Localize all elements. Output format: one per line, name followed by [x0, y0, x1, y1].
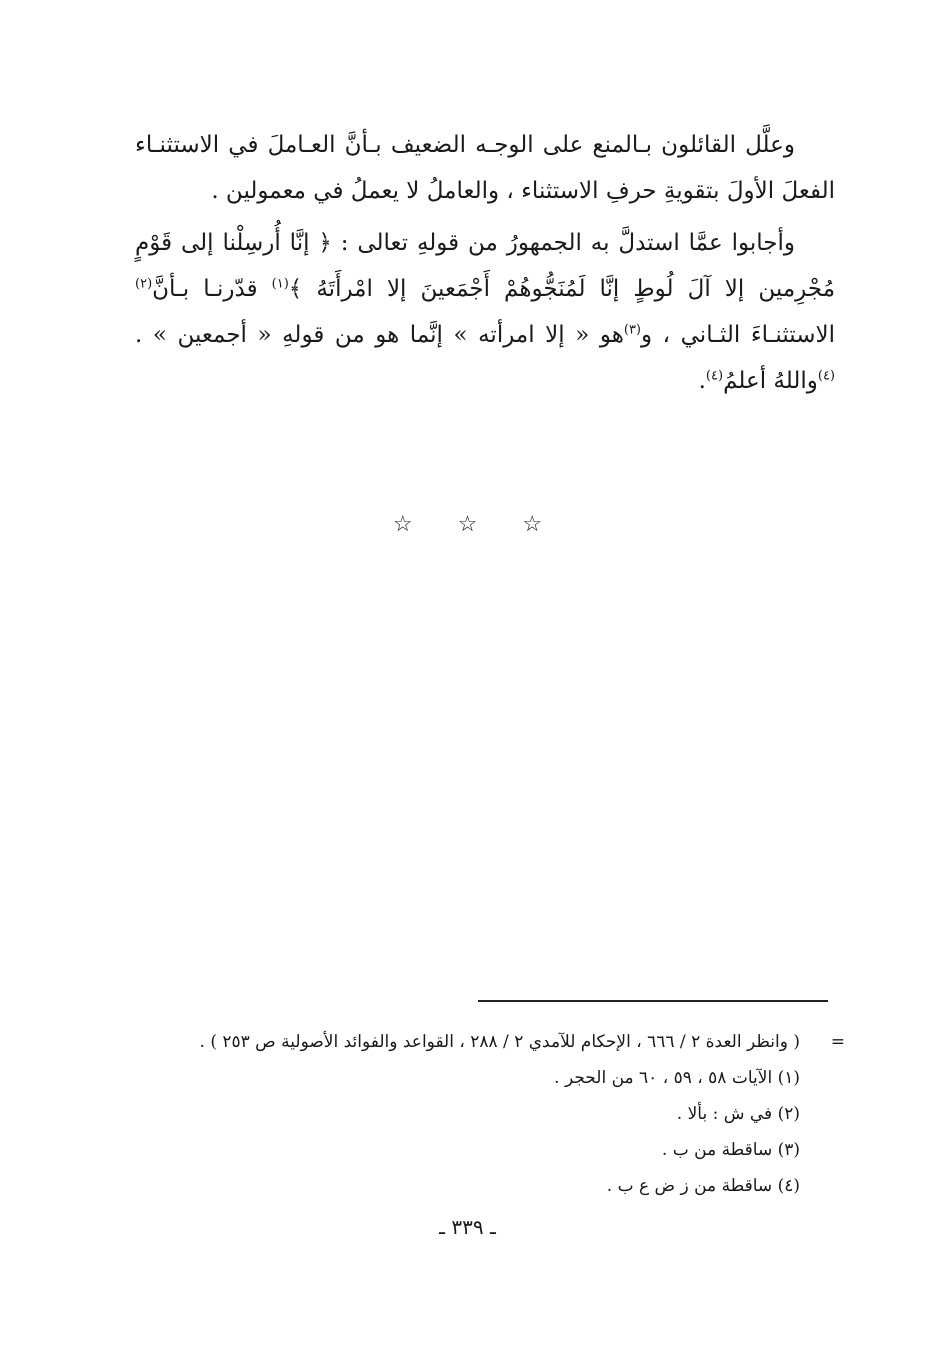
paragraph-1-line-2: الأولَ بتقويةِ حرفِ الاستثناء ، والعاملُ لا يعملُ في معمولين . [211, 178, 775, 204]
footnote-1: (١) الآيات ٥٨ ، ٥٩ ، ٦٠ من الحجر . [554, 1068, 800, 1088]
footnote-ref-2: (٢) [135, 276, 153, 292]
footnote-continuation [130, 1024, 845, 1060]
footnote-4: (٤) ساقطة من ز ض ع ب . [606, 1176, 800, 1196]
paragraph-2-text-c: الاستثنـاءَ الثـاني ، و [641, 322, 835, 348]
paragraph-2 [135, 220, 835, 404]
section-separator [0, 512, 935, 537]
footnote-ref-4b: (٤) [705, 368, 724, 384]
footnote-3: (٣) ساقطة من ب . [661, 1140, 800, 1160]
star-icon: ☆ [392, 512, 413, 537]
paragraph-1-line-1: وعلَّل القائلون بـالمنع على الوجـه الضعيف بـأنَّ العـاملَ في الاستثنـاء الفعلَ [135, 132, 835, 204]
paragraph-2-text-d: هو « إلا امرأته » إنَّما هو من قولهِ « أجمعين » . [135, 322, 624, 348]
footnote-ref-4a: (٤) [817, 368, 835, 384]
continuation-text: ( وانظر العدة ٢ / ٦٦٦ ، الإحكام للآمدي ٢ / ٢٨٨ ، القواعد والفوائد الأصولية ص ٢٥٣ ) . [199, 1032, 800, 1052]
paragraph-2-end: . [698, 368, 706, 394]
footnote-2: (٢) في ش : بألا . [676, 1104, 800, 1124]
footnote-ref-3: (٣) [623, 322, 641, 338]
paragraph-2-text-e: واللهُ أعلمُ [723, 368, 818, 394]
star-icon: ☆ [457, 512, 478, 537]
footnote-divider [478, 1000, 828, 1002]
continuation-marker: = [830, 1032, 845, 1052]
paragraph-2-text-a: وأجابوا عمَّا استدلَّ به الجمهورُ من قولهِ تعالى : ﴿ إنَّا أُرسِلْنا إلى قَوْمٍ مُجْرِمين إلا آلَ لُوطٍ إنَّا لَمُنَجُّوهُمْ أَجْمَعينَ إلا امْرأَتَهُ ﴾ [135, 230, 836, 302]
paragraph-2-text-b: قدّرنـا بـأنَّ [152, 276, 272, 302]
footnotes [130, 1024, 845, 1204]
page-number: ـ ٣٣٩ ـ [439, 1215, 496, 1239]
main-text [135, 122, 835, 404]
paragraph-1 [135, 122, 835, 214]
star-icon: ☆ [522, 512, 543, 537]
footnote-ref-1: (١) [271, 276, 289, 292]
